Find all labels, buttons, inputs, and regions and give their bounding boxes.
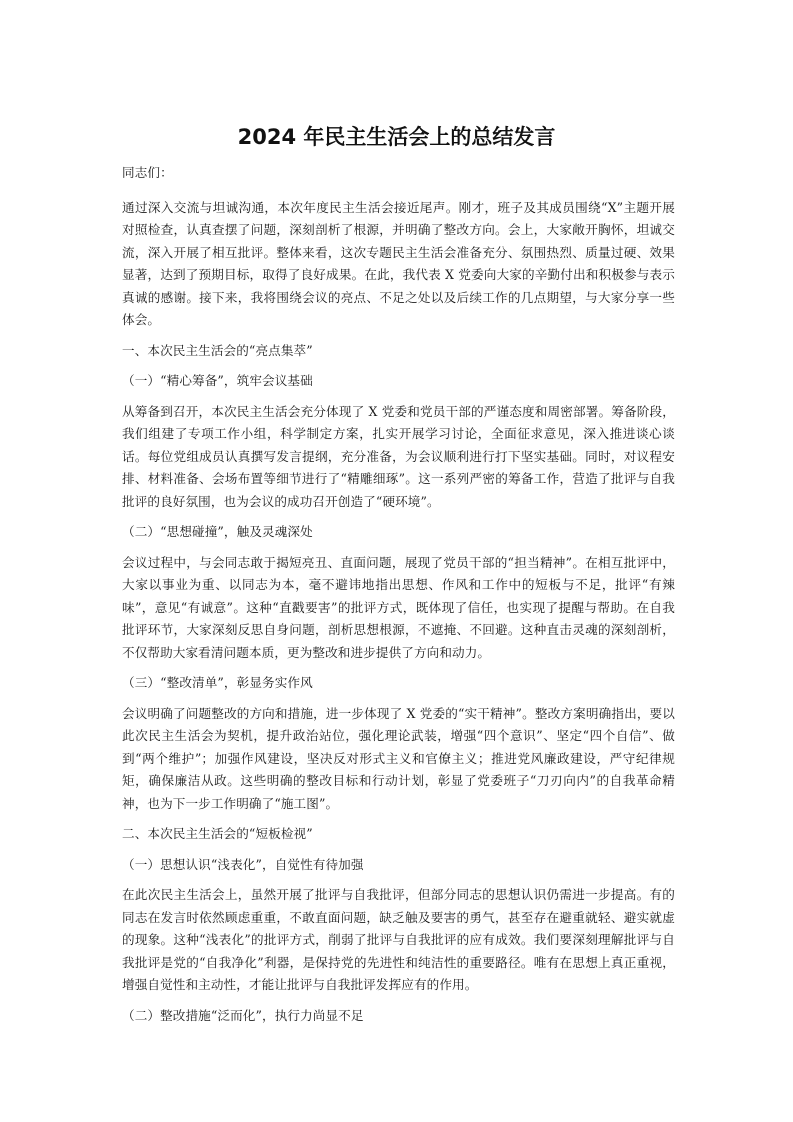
subsection-heading-2-1: （一）思想认识“浅表化”，自觉性有待加强 [122, 856, 364, 872]
section-heading-2: 二、本次民主生活会的“短板检视” [122, 826, 313, 841]
section-heading-1: 一、本次民主生活会的“亮点集萃” [122, 342, 313, 358]
intro-paragraph: 通过深入交流与坦诚沟通，本次年度民主生活会接近尾声。刚才，班子及其成员围绕“X”主题开展对照检查，认真查摆了问题，深刻剖析了根源，并明确了整改方向。会上，大家敞开胸怀，坦诚交流，深入开展了相互批评。整体来看，这次专题民主生活会准备充分、氛围热烈、质量过硬、效果显著，达到了预期目标，取得了良好成果。在此，我代表 X 党委向大家的辛勤付出和积极参与表示真诚的感谢。接下来，我将围绕会议的亮点、不足之处以及后续工作的几点期望，与大家分享一些体会。 [122, 199, 675, 327]
body-paragraph: 会议过程中，与会同志敢于揭短亮丑、直面问题，展现了党员干部的“担当精神”。在相互批评中，大家以事业为重、以同志为本，毫不避讳地指出思想、作风和工作中的短板与不足，批评“有辣味”，意见“有诚意”。这种“直戳要害”的批评方式，既体现了信任，也实现了提醒与帮助。在自我批评环节，大家深刻反思自身问题，剖析思想根源，不遮掩、不回避。这种直击灵魂的深刻剖析，不仅帮助大家看清问题本质，更为整改和进步提供了方向和动力。 [122, 554, 675, 660]
subsection-heading-2-2: （二）整改措施“泛而化”，执行力尚显不足 [122, 1007, 364, 1023]
body-paragraph: 在此次民主生活会上，虽然开展了批评与自我批评，但部分同志的思想认识仍需进一步提高。有的同志在发言时依然顾虑重重，不敢直面问题，缺乏触及要害的勇气，甚至存在避重就轻、避实就虚的现象。这种“浅表化”的批评方式，削弱了批评与自我批评的应有成效。我们要深刻理解批评与自我批评是党的“自我净化”利器，是保持党的先进性和纯洁性的重要路径。唯有在思想上真正重视，增强自觉性和主动性，才能让批评与自我批评发挥应有的作用。 [122, 887, 675, 992]
document-body [122, 162, 675, 1035]
body-paragraph: 从筹备到召开，本次民主生活会充分体现了 X 党委和党员干部的严谨态度和周密部署。筹备阶段，我们组建了专项工作小组，科学制定方案，扎实开展学习讨论，全面征求意见，深入推进谈心谈话。每位党组成员认真撰写发言提纲，充分准备，为会议顺利进行打下坚实基础。同时，对议程安排、材料准备、会场布置等细节进行了“精雕细琢”。这一系列严密的筹备工作，营造了批评与自我批评的良好氛围，也为会议的成功召开创造了“硬环境”。 [122, 403, 675, 509]
subsection-heading-1-2: （二）“思想碰撞”，触及灵魂深处 [122, 524, 313, 539]
body-paragraph: 会议明确了问题整改的方向和措施，进一步体现了 X 党委的“实干精神”。整改方案明确指出，要以此次民主生活会为契机，提升政治站位，强化理论武装，增强“四个意识”、坚定“四个自信”、做到“两个维护”；加强作风建设，坚决反对形式主义和官僚主义；推进党风廉政建设，严守纪律规矩，确保廉洁从政。这些明确的整改目标和行动计划，彰显了党委班子“刀刃向内”的自我革命精神，也为下一步工作明确了“施工图”。 [122, 705, 675, 811]
subsection-heading-1-3: （三）“整改清单”，彰显务实作风 [122, 675, 313, 690]
greeting: 同志们： [122, 165, 173, 180]
page-title: 2024 年民主生活会上的总结发言 [237, 125, 556, 149]
subsection-heading-1-1: （一）“精心筹备”，筑牢会议基础 [122, 373, 313, 388]
